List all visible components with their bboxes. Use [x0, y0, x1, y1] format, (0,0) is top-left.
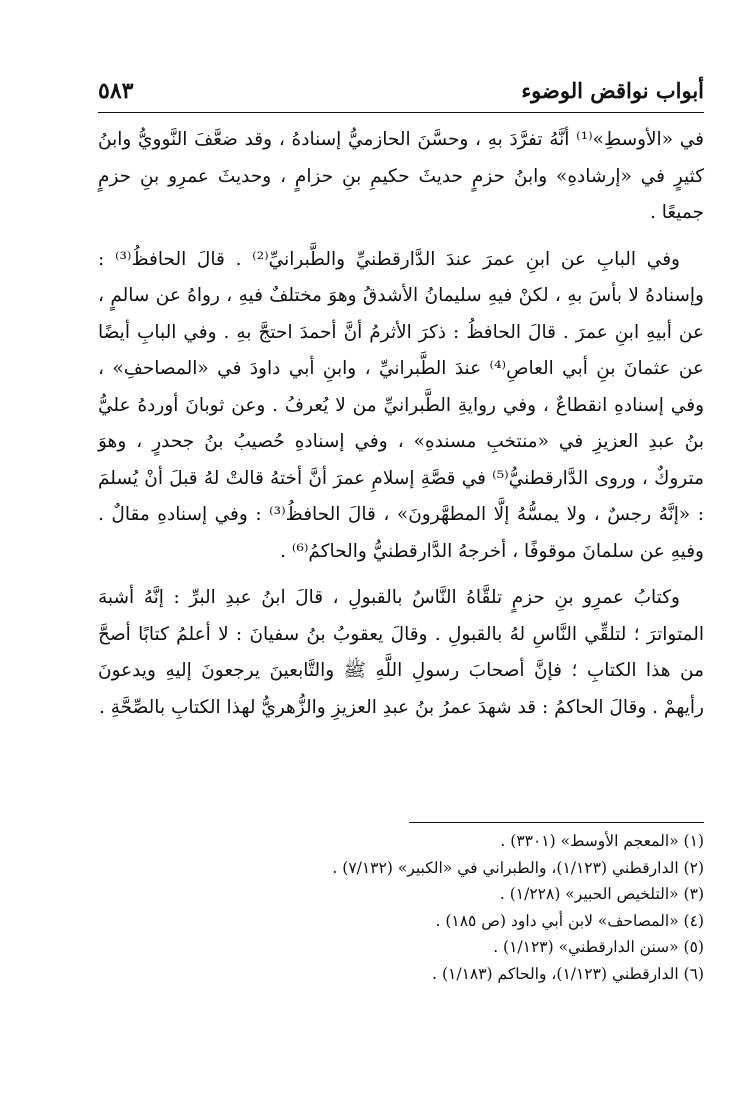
footnote-rule [409, 822, 704, 823]
running-title: أبواب نواقض الوضوء [521, 78, 704, 103]
footnote-6: (٦) الدارقطني (١/١٢٣)، والحاكم (١/١٨٣) . [432, 964, 704, 983]
footnote-2: (٢) الدارقطني (١/١٢٣)، والطبراني في «الكبير» (٧/١٣٢) . [332, 858, 704, 877]
page-number: ٥٨٣ [98, 78, 134, 104]
footnote-5: (٥) «سنن الدارقطني» (١/١٢٣) . [493, 938, 704, 957]
footnote-1: (١) «المعجم الأوسط» (٣٣٠١) . [500, 832, 704, 850]
footnote-4: (٤) «المصاحف» لابن أبي داود (ص ١٨٥) . [435, 911, 704, 930]
header-rule [98, 112, 704, 113]
footnote-3: (٣) «التلخيص الحبير» (١/٢٢٨) . [499, 885, 704, 904]
page-header [98, 78, 704, 110]
paragraph-1: في «الأوسطِ»⁽¹⁾ أنَّهُ تفرَّدَ بهِ ، وحسَّنَ الحازميُّ إسنادهُ ، وقد ضعَّفَ النَّوويُّ وابنُ كثيرٍ في «إرشادهِ» وابنُ حزمٍ حديثَ حكيمِ بنِ حزامٍ ، وحديثَ عمرِو بنِ حزمٍ جميعًا . [98, 129, 704, 223]
footnotes [204, 828, 704, 988]
paragraph-3: وكتابُ عمرِو بنِ حزمٍ تلقَّاهُ النَّاسُ بالقبولِ ، قالَ ابنُ عبدِ البرِّ : إنَّهُ أشبهَ المتواترَ ؛ لتلقِّي النَّاسِ لهُ بالقبولِ . وقالَ يعقوبُ بنُ سفيانَ : لا أعلمُ كتابًا أصحَّ من هذا الكتابِ ؛ فإنَّ أصحابَ رسولِ اللَّهِ ﷺ والتَّابعينَ يرجعونَ إليهِ ويدعونَ رأيهمْ . وقالَ الحاكمُ : قد شهدَ عمرُ بنُ عبدِ العزيزِ والزُّهريُّ لهذا الكتابِ بالصِّحَّةِ . [98, 587, 704, 718]
main-text [98, 122, 704, 736]
paragraph-2: وفي البابِ عن ابنِ عمرَ عندَ الدَّارقطنيِّ والطَّبرانيِّ⁽²⁾ . قالَ الحافظُ⁽³⁾ : وإسنادهُ لا بأسَ بهِ ، لكنْ فيهِ سليمانُ الأشدقُ وهوَ مختلفٌ فيهِ ، رواهُ عن سالمٍ ، عن أبيهِ ابنِ عمرَ . قالَ الحافظُ : ذكرَ الأثرمُ أنَّ أحمدَ احتجَّ بهِ . وفي البابِ أيضًا عن عثمانَ بنِ أبي العاصِ⁽⁴⁾ عندَ الطَّبرانيِّ ، وابنِ أبي داودَ في «المصاحفِ» ، وفي إسنادهِ انقطاعٌ ، وفي روايةِ الطَّبرانيِّ من لا يُعرفُ . وعن ثوبانَ أوردهُ عليُّ بنُ عبدِ العزيزِ في «منتخبِ مسندهِ» ، وفي إسنادهِ حُصيبُ بنُ جحدرٍ ، وهوَ متروكٌ ، وروى الدَّارقطنيُّ⁽⁵⁾ في قصَّةِ إسلامِ عمرَ أنَّ أختهُ قالتْ لهُ قبلَ أنْ يُسلمَ : «إنَّهُ رجسٌ ، ولا يمسُّهُ إلَّا المطهَّرونَ» ، قالَ الحافظُ⁽³⁾ : وفي إسنادهِ مقالٌ . وفيهِ عن سلمانَ موقوفًا ، أخرجهُ الدَّارقطنيُّ والحاكمُ⁽⁶⁾ . [98, 248, 704, 562]
